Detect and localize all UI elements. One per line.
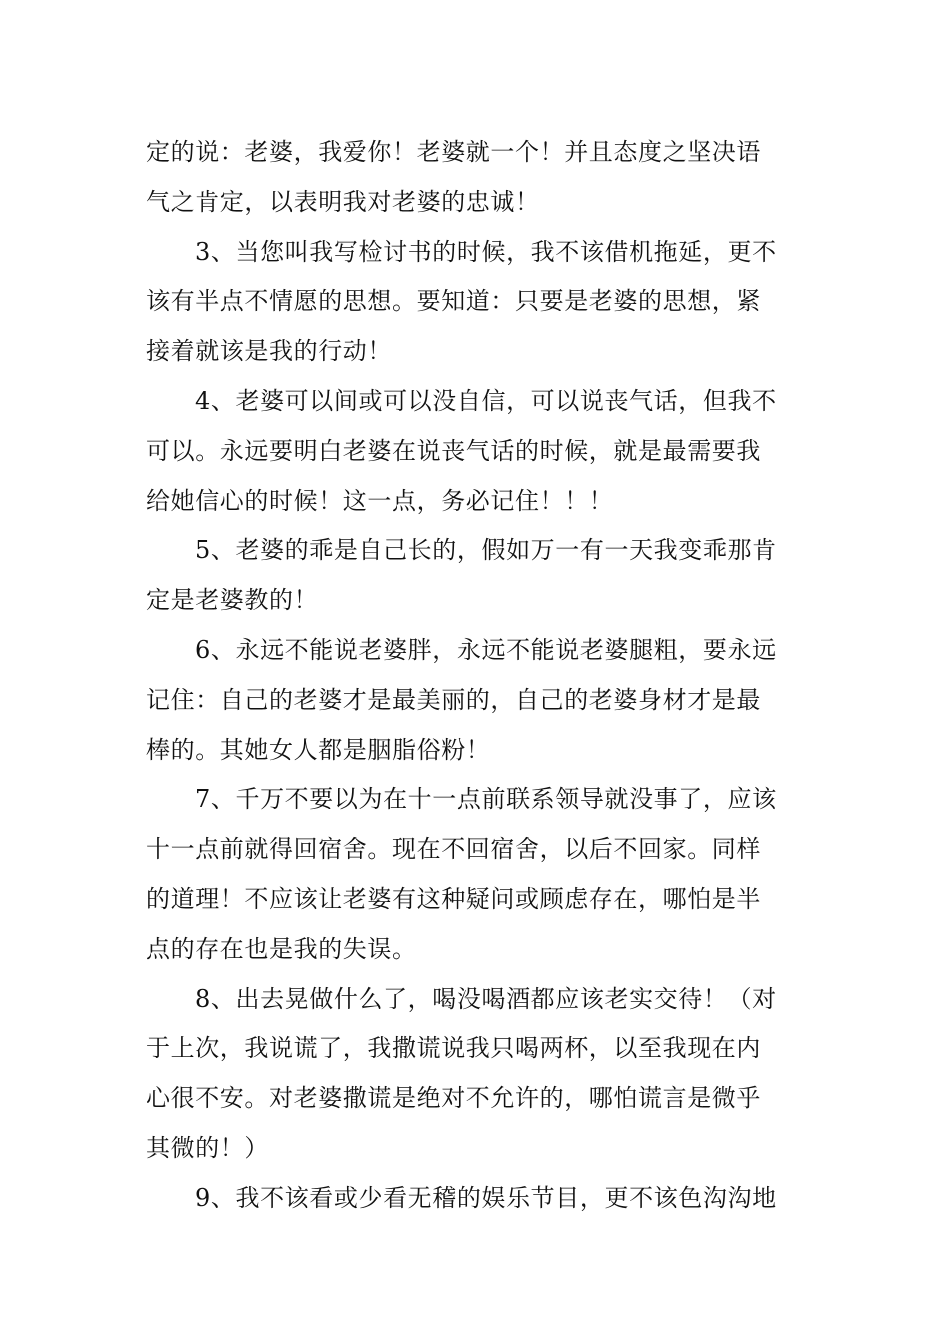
text-line: 其微的！） [146,1133,269,1162]
text-line: 可以。永远要明白老婆在说丧气话的时候，就是最需要我 [146,436,761,465]
text-line: 5、老婆的乖是自己长的，假如万一有一天我变乖那肯 [195,536,777,565]
text-line: 8、出去晃做什么了，喝没喝酒都应该老实交待！（对 [195,984,777,1013]
text-line: 记住：自己的老婆才是最美丽的，自己的老婆身材才是最 [146,685,761,714]
document-body [146,128,806,1224]
text-line: 3、当您叫我写检讨书的时候，我不该借机拖延，更不 [195,237,777,266]
text-line: 给她信心的时候！这一点，务必记住！！！ [146,486,614,515]
text-line: 定的说：老婆，我爱你！老婆就一个！并且态度之坚决语 [146,138,761,166]
text-line: 9、我不该看或少看无稽的娱乐节目，更不该色沟沟地 [195,1183,777,1212]
text-line: 十一点前就得回宿舍。现在不回宿舍，以后不回家。同样 [146,835,761,864]
text-line: 定是老婆教的！ [146,586,319,615]
text-line: 6、永远不能说老婆胖，永远不能说老婆腿粗，要永远 [195,635,777,664]
text-line: 心很不安。对老婆撒谎是绝对不允许的，哪怕谎言是微乎 [146,1084,761,1113]
text-line: 的道理！不应该让老婆有这种疑问或顾虑存在，哪怕是半 [146,884,761,913]
text-line: 棒的。其她女人都是胭脂俗粉！ [146,735,491,764]
text-line: 4、老婆可以间或可以没自信，可以说丧气话，但我不 [195,386,777,415]
text-line: 点的存在也是我的失误。 [146,934,417,963]
text-line: 7、千万不要以为在十一点前联系领导就没事了，应该 [195,785,777,814]
text-line: 于上次，我说谎了，我撒谎说我只喝两杯，以至我现在内 [146,1034,761,1063]
text-line: 该有半点不情愿的思想。要知道：只要是老婆的思想，紧 [146,287,761,316]
text-line: 接着就该是我的行动！ [146,337,392,366]
text-line: 气之肯定，以表明我对老婆的忠诚！ [146,187,540,216]
